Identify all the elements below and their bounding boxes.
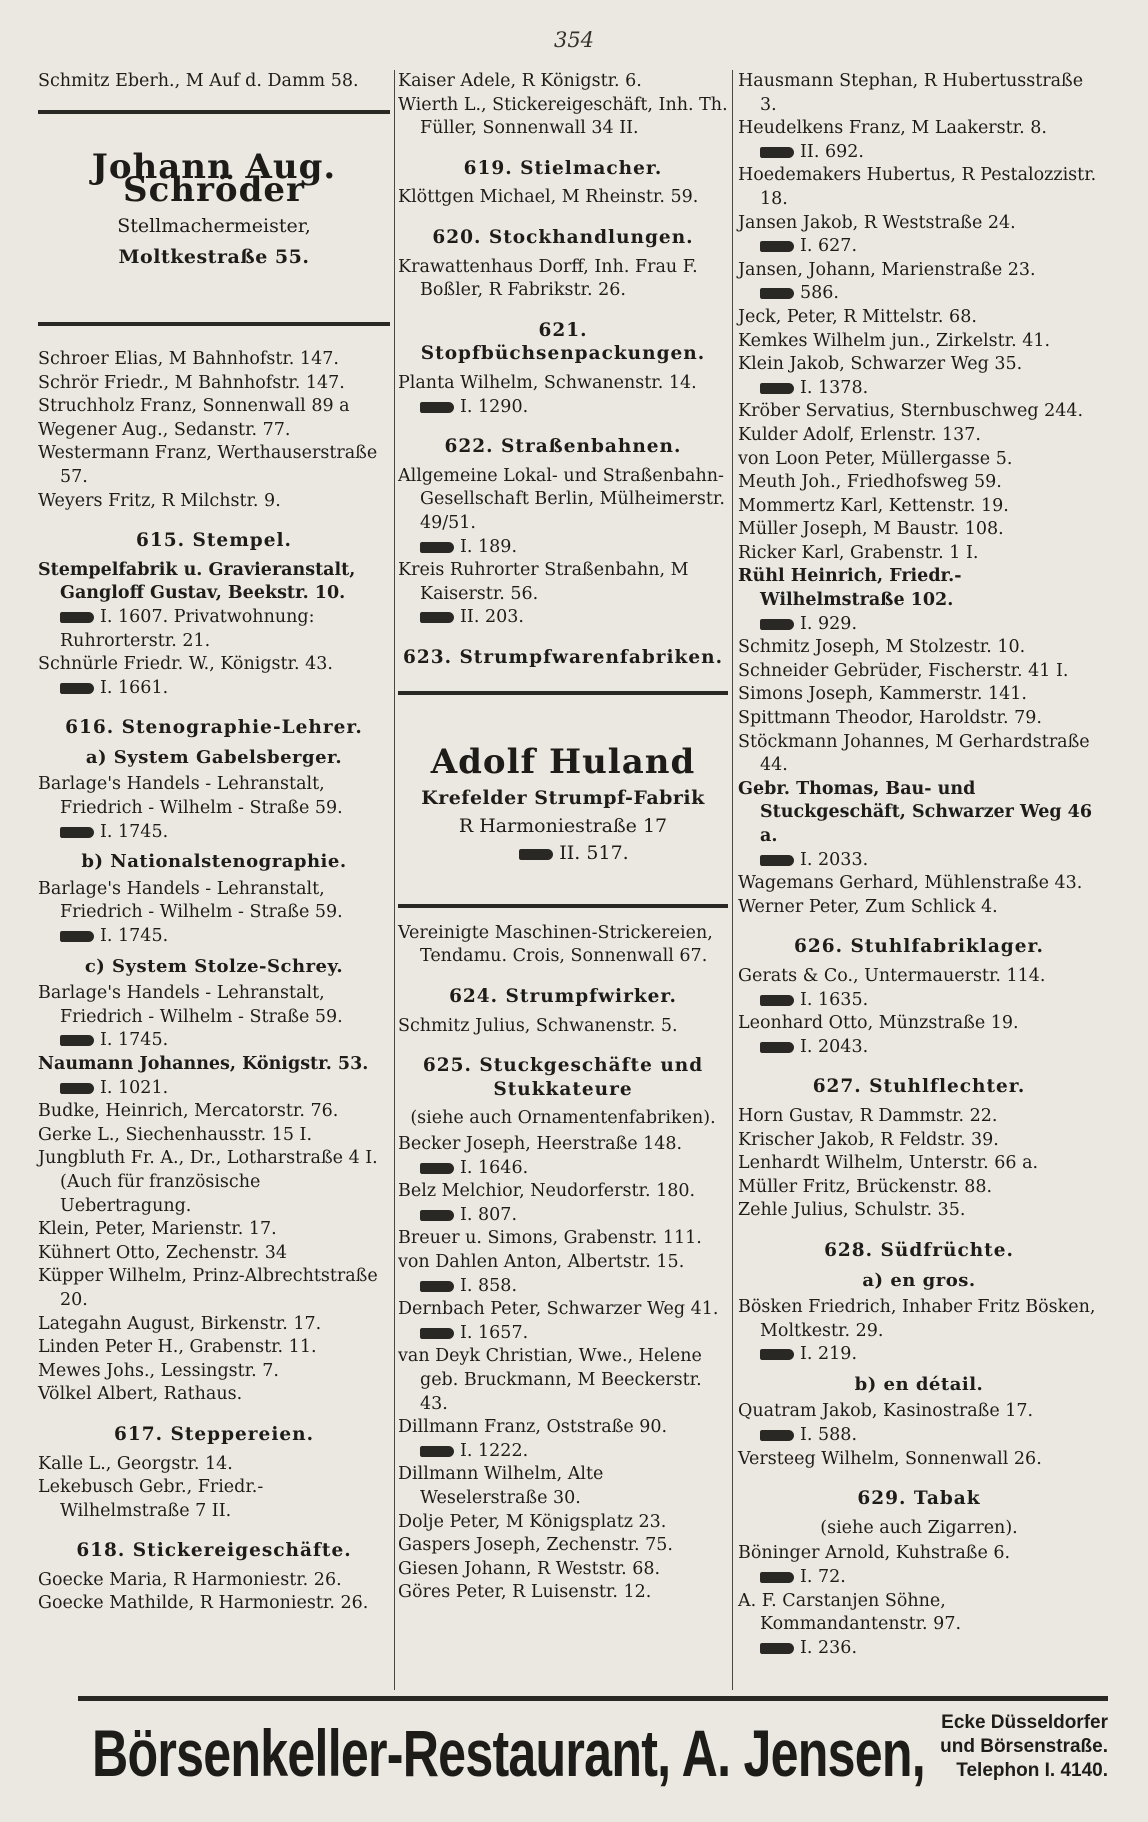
- list-item: Kühnert Otto, Zechenstr. 34: [38, 1242, 287, 1263]
- section-heading: 629. Tabak: [857, 1488, 981, 1510]
- section-note: (siehe auch Ornamentenfabriken).: [410, 1108, 716, 1129]
- list-item: [738, 565, 1100, 612]
- column-left: [38, 70, 390, 1616]
- list-item: Planta Wilhelm, Schwanenstr. 14.: [398, 372, 697, 393]
- section-heading: 621. Stopfbüchsenpackungen.: [420, 319, 706, 365]
- list-item: Wagemans Gerhard, Mühlenstraße 43.: [738, 873, 1083, 894]
- list-item: von Loon Peter, Müllergasse 5.: [738, 448, 1013, 469]
- list-item: Westermann Franz, Werthauserstraße 57.: [38, 443, 378, 487]
- telephone-entry: I. 627.: [738, 235, 1100, 259]
- column-divider: [394, 70, 395, 1690]
- list-item: van Deyk Christian, Wwe., Helene geb. Bruckmann, M Beeckerstr. 43.: [398, 1346, 702, 1414]
- telephone-entry: I. 1378.: [738, 377, 1100, 401]
- footer-line: Ecke Düsseldorfer: [941, 1712, 1108, 1733]
- list-item: Dernbach Peter, Schwarzer Weg 41.: [398, 1299, 719, 1320]
- section-heading: 616. Stenographie-Lehrer.: [65, 717, 363, 739]
- ad-line: R Harmoniestraße 17: [458, 814, 668, 837]
- section-heading: 627. Stuhlflechter.: [812, 1076, 1026, 1098]
- section-note: (siehe auch Zigarren).: [820, 1517, 1018, 1538]
- telephone-entry: I. 588.: [738, 1424, 1100, 1448]
- list-item: Lategahn August, Birkenstr. 17.: [38, 1313, 322, 1334]
- list-item: Jeck, Peter, R Mittelstr. 68.: [738, 306, 977, 327]
- list-item: Müller Joseph, M Baustr. 108.: [738, 519, 1004, 540]
- telephone-entry: II. 692.: [738, 141, 1100, 165]
- telephone-entry: I. 1635.: [738, 989, 1100, 1013]
- footer-line: Telephon I. 4140.: [956, 1760, 1108, 1781]
- telephone-entry: I. 1745.: [38, 1029, 390, 1053]
- ad-line: Krefelder Strumpf-Fabrik: [421, 787, 705, 810]
- ad-title: Johann Aug. Schröder: [91, 146, 337, 211]
- section-heading: 620. Stockhandlungen.: [432, 226, 694, 248]
- telephone-entry: II. 517.: [497, 842, 628, 866]
- telephone-entry: I. 1222.: [398, 1440, 728, 1464]
- list-item: von Dahlen Anton, Albertstr. 15.: [398, 1251, 685, 1272]
- section-heading: 628. Südfrüchte.: [824, 1239, 1014, 1261]
- column-right: [738, 70, 1100, 1660]
- list-item: Jansen, Johann, Marienstraße 23.: [738, 259, 1036, 280]
- list-item: A. F. Carstanjen Söhne, Kommandantenstr. 97.: [738, 1590, 962, 1635]
- list-item: Lenhardt Wilhelm, Unterstr. 66 a.: [738, 1153, 1039, 1174]
- list-item: Schnürle Friedr. W., Königstr. 43.: [38, 654, 333, 675]
- telephone-entry: I. 2043.: [738, 1036, 1100, 1060]
- divider: [38, 110, 390, 114]
- list-item: [738, 778, 1100, 849]
- list-item: Lekebusch Gebr., Friedr.-Wilhelmstraße 7 II.: [38, 1477, 264, 1521]
- section-heading: 625. Stuckgeschäfte und Stukkateure: [422, 1055, 704, 1100]
- list-item: Dillmann Franz, Oststraße 90.: [398, 1417, 668, 1438]
- list-item: Schmitz Eberh., M Auf d. Damm 58.: [38, 71, 359, 91]
- section-heading: 623. Strumpfwarenfabriken.: [402, 646, 724, 668]
- telephone-entry: I. 219.: [738, 1343, 1100, 1367]
- list-item: Gerats & Co., Untermauerstr. 114.: [738, 965, 1046, 986]
- list-item: Spittmann Theodor, Haroldstr. 79.: [738, 708, 1042, 729]
- list-item: Schmitz Julius, Schwanenstr. 5.: [398, 1015, 678, 1036]
- list-item: Wegener Aug., Sedanstr. 77.: [38, 419, 291, 440]
- telephone-entry: I. 1745.: [38, 925, 390, 949]
- list-item: Mommertz Karl, Kettenstr. 19.: [738, 495, 1009, 516]
- list-item: Linden Peter H., Grabenstr. 11.: [38, 1337, 317, 1358]
- telephone-entry: I. 1661.: [38, 677, 390, 701]
- list-item: [38, 1053, 390, 1077]
- list-item: Schrör Friedr., M Bahnhofstr. 147.: [38, 372, 345, 393]
- column-middle: [398, 70, 728, 1605]
- list-item: Krawattenhaus Dorff, Inh. Frau F. Boßler, R Fabrikstr. 26.: [398, 256, 698, 301]
- entry-text: Rühl Heinrich, Friedr.-Wilhelmstraße 102.: [738, 566, 962, 611]
- telephone-entry: II. 203.: [398, 606, 728, 630]
- telephone-entry: I. 236.: [738, 1637, 1100, 1661]
- section-heading: 617. Steppereien.: [113, 1423, 315, 1445]
- ad-title: Adolf Huland: [430, 742, 696, 783]
- list-item: Weyers Fritz, R Milchstr. 9.: [38, 490, 281, 511]
- section-heading: 622. Straßenbahnen.: [444, 436, 682, 458]
- telephone-entry: I. 189.: [398, 536, 728, 560]
- section-heading: 626. Stuhlfabriklager.: [793, 936, 1045, 958]
- list-item: Kaiser Adele, R Königstr. 6.: [398, 71, 642, 91]
- list-item: Barlage's Handels - Lehranstalt, Friedrich - Wilhelm - Straße 59.: [38, 878, 343, 923]
- advertisement-schroeder: [38, 128, 390, 310]
- subsection-heading: c) System Stolze-Schrey.: [84, 955, 344, 977]
- ad-line: Stellmachermeister,: [117, 214, 311, 237]
- list-item: Schmitz Joseph, M Stolzestr. 10.: [738, 637, 1026, 658]
- column-divider: [732, 70, 733, 1690]
- list-item: Heudelkens Franz, M Laakerstr. 8.: [738, 118, 1047, 139]
- list-item: Dillmann Wilhelm, Alte Weselerstraße 30.: [398, 1464, 604, 1508]
- divider: [398, 691, 728, 695]
- telephone-entry: I. 807.: [398, 1204, 728, 1228]
- telephone-entry: I. 929.: [738, 613, 1100, 637]
- list-item: Jansen Jakob, R Weststraße 24.: [738, 212, 1016, 233]
- entry-text: Stempelfabrik u. Gravieranstalt, Gangloff Gustav, Beekstr. 10.: [38, 559, 356, 604]
- telephone-entry: I. 1657.: [398, 1322, 728, 1346]
- list-item: Zehle Julius, Schulstr. 35.: [738, 1200, 966, 1221]
- list-item: Vereinigte Maschinen-Strickereien, Tendamu. Crois, Sonnenwall 67.: [398, 922, 713, 967]
- list-item: Breuer u. Simons, Grabenstr. 111.: [398, 1228, 702, 1249]
- telephone-entry: 586.: [738, 282, 1100, 306]
- list-item: Giesen Johann, R Weststr. 68.: [398, 1558, 661, 1579]
- footer-advertisement: [78, 1696, 1108, 1801]
- page-number: 354: [553, 28, 595, 52]
- divider: [38, 322, 390, 326]
- section-heading: 618. Stickereigeschäfte.: [76, 1540, 352, 1562]
- entry-text: Gebr. Thomas, Bau- und Stuckgeschäft, Schwarzer Weg 46 a.: [738, 778, 1093, 846]
- list-item: Schroer Elias, M Bahnhofstr. 147.: [38, 348, 339, 369]
- list-item: Quatram Jakob, Kasinostraße 17.: [738, 1401, 1034, 1422]
- subsection-heading: b) Nationalstenographie.: [81, 851, 347, 873]
- subsection-heading: a) en gros.: [862, 1269, 976, 1291]
- list-item: Böninger Arnold, Kuhstraße 6.: [738, 1543, 1011, 1564]
- section-heading: 619. Stielmacher.: [463, 157, 663, 179]
- list-item: Schneider Gebrüder, Fischerstr. 41 I.: [738, 660, 1069, 681]
- list-item: Simons Joseph, Kammerstr. 141.: [738, 684, 1027, 705]
- telephone-entry: I. 858.: [398, 1275, 728, 1299]
- list-item: Müller Fritz, Brückenstr. 88.: [738, 1176, 993, 1197]
- list-item: Klein, Peter, Marienstr. 17.: [38, 1219, 277, 1240]
- list-item: Horn Gustav, R Dammstr. 22.: [738, 1105, 998, 1126]
- advertisement-huland: [398, 709, 728, 889]
- telephone-entry: I. 1290.: [398, 396, 728, 420]
- list-item: Werner Peter, Zum Schlick 4.: [738, 896, 998, 917]
- list-item: Hoedemakers Hubertus, R Pestalozzistr. 18.: [738, 165, 1097, 209]
- list-item: Mewes Johs., Lessingstr. 7.: [38, 1360, 279, 1381]
- list-item: [38, 559, 390, 606]
- section-heading: 615. Stempel.: [136, 530, 292, 552]
- list-item: Wierth L., Stickereigeschäft, Inh. Th. Füller, Sonnenwall 34 II.: [398, 94, 728, 139]
- list-item: Kreis Ruhrorter Straßenbahn, M Kaiserstr. 56.: [398, 560, 689, 604]
- list-item: Kröber Servatius, Sternbuschweg 244.: [738, 401, 1084, 422]
- list-item: Küpper Wilhelm, Prinz-Albrechtstraße 20.: [38, 1266, 378, 1310]
- list-item: Barlage's Handels - Lehranstalt, Friedrich - Wilhelm - Straße 59.: [38, 774, 343, 819]
- list-item: Belz Melchior, Neudorferstr. 180.: [398, 1181, 696, 1202]
- list-item: Struchholz Franz, Sonnenwall 89 a: [38, 396, 350, 417]
- list-item: Kulder Adolf, Erlenstr. 137.: [738, 424, 981, 445]
- footer-address: [940, 1711, 1108, 1783]
- ad-line: [398, 842, 728, 866]
- list-item: Goecke Mathilde, R Harmoniestr. 26.: [38, 1593, 369, 1614]
- list-item: Gerke L., Siechenhausstr. 15 I.: [38, 1124, 313, 1145]
- list-item: Dolje Peter, M Königsplatz 23.: [398, 1511, 667, 1532]
- telephone-entry: I. 1745.: [38, 821, 390, 845]
- subsection-heading: a) System Gabelsberger.: [85, 746, 343, 768]
- list-item: Hausmann Stephan, R Hubertusstraße 3.: [738, 71, 1084, 115]
- telephone-entry: I. 1646.: [398, 1157, 728, 1181]
- footer-title: Börsenkeller-Restaurant, A. Jensen,: [92, 1716, 925, 1790]
- divider: [398, 904, 728, 908]
- list-item: Barlage's Handels - Lehranstalt, Friedrich - Wilhelm - Straße 59.: [38, 983, 343, 1027]
- list-item: Budke, Heinrich, Mercatorstr. 76.: [38, 1101, 339, 1122]
- telephone-entry: I. 72.: [738, 1566, 1100, 1590]
- list-item: Versteeg Wilhelm, Sonnenwall 26.: [738, 1448, 1042, 1469]
- list-item: Ricker Karl, Grabenstr. 1 I.: [738, 542, 979, 563]
- list-item: Kemkes Wilhelm jun., Zirkelstr. 41.: [738, 330, 1051, 351]
- list-item: Göres Peter, R Luisenstr. 12.: [398, 1582, 652, 1603]
- telephone-entry: I. 2033.: [738, 849, 1100, 873]
- telephone-entry: I. 1021.: [38, 1077, 390, 1101]
- list-item: Kalle L., Georgstr. 14.: [38, 1453, 233, 1474]
- list-item: Leonhard Otto, Münzstraße 19.: [738, 1013, 1019, 1034]
- list-item: Goecke Maria, R Harmoniestr. 26.: [38, 1569, 342, 1590]
- footer-line: und Börsenstraße.: [940, 1736, 1108, 1757]
- list-item: Meuth Joh., Friedhofsweg 59.: [738, 472, 1002, 493]
- ad-line: Moltkestraße 55.: [118, 246, 310, 269]
- list-item: Jungbluth Fr. A., Dr., Lotharstraße 4 I. (Auch für französische Uebertragung.: [38, 1148, 378, 1216]
- list-item: Stöckmann Johannes, M Gerhardstraße 44.: [738, 731, 1090, 776]
- subsection-heading: b) en détail.: [854, 1373, 984, 1395]
- list-item: Becker Joseph, Heerstraße 148.: [398, 1134, 683, 1154]
- list-item: Allgemeine Lokal- und Straßenbahn-Gesellschaft Berlin, Mülheimerstr. 49/51.: [398, 465, 725, 533]
- list-item: Klein Jakob, Schwarzer Weg 35.: [738, 354, 1023, 375]
- telephone-entry: I. 1607. Privatwohnung: Ruhrorterstr. 21.: [38, 606, 390, 653]
- list-item: Krischer Jakob, R Feldstr. 39.: [738, 1129, 999, 1150]
- list-item: Klöttgen Michael, M Rheinstr. 59.: [398, 187, 699, 208]
- list-item: Gaspers Joseph, Zechenstr. 75.: [398, 1535, 673, 1556]
- entry-text: Naumann Johannes, Königstr. 53.: [38, 1054, 369, 1074]
- list-item: Völkel Albert, Rathaus.: [38, 1384, 243, 1405]
- list-item: Bösken Friedrich, Inhaber Fritz Bösken, Moltkestr. 29.: [738, 1297, 1096, 1341]
- section-heading: 624. Strumpfwirker.: [449, 986, 677, 1008]
